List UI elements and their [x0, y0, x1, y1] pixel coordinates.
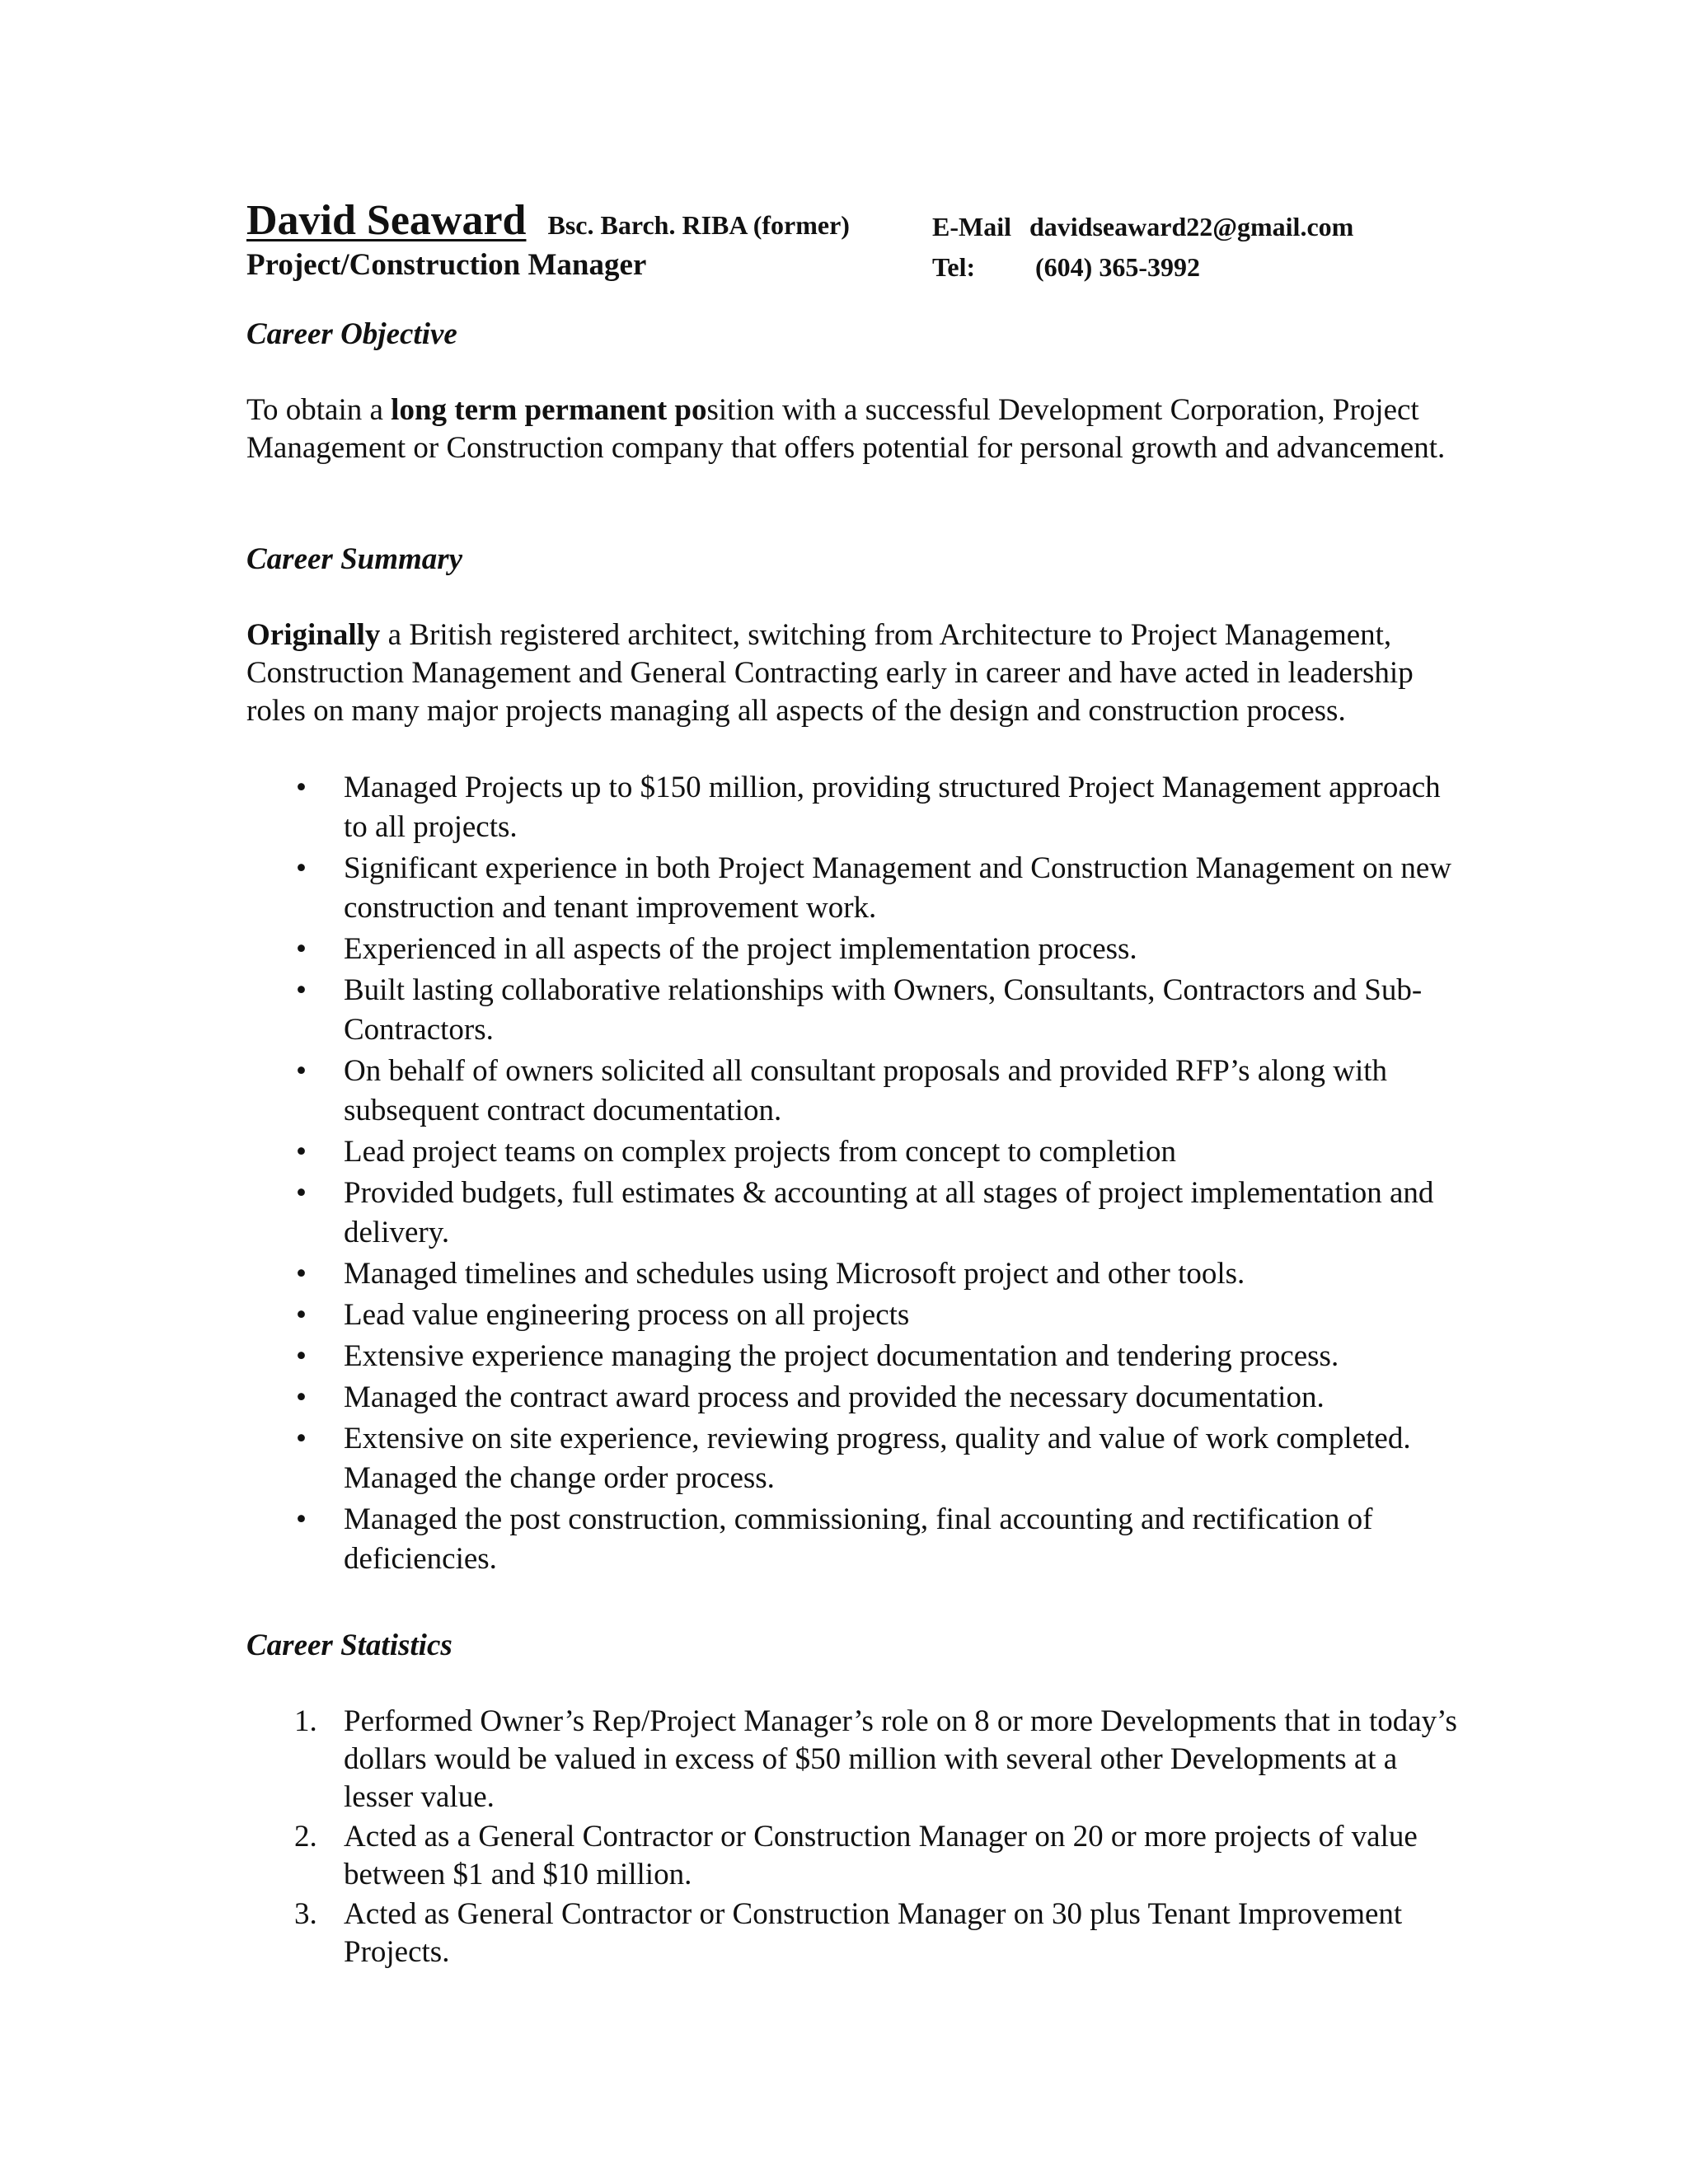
list-item — [246, 1337, 1466, 1376]
job-title-line — [246, 247, 646, 283]
list-item — [246, 1419, 1466, 1498]
objective-text-bold: long term permanent po — [391, 393, 707, 427]
phone-label: Tel: — [932, 252, 976, 282]
list-item-text: Acted as General Contractor or Construction Manager on 30 plus Tenant Improvement Projects. — [344, 1897, 1403, 1969]
bullet-marker: • — [296, 932, 307, 966]
list-item-text: Provided budgets, full estimates & accounting at all stages of project implementation and delivery. — [344, 1176, 1434, 1249]
bullet-marker: • — [296, 1054, 307, 1088]
phone-value: (604) 365-3992 — [1035, 252, 1200, 282]
statistics-numbered-list — [246, 1703, 1466, 1973]
bullet-marker: • — [296, 1298, 307, 1332]
job-title: Project/Construction Manager — [246, 248, 647, 282]
credentials: Bsc. Barch. RIBA (former) — [547, 210, 850, 240]
list-item — [246, 1052, 1466, 1131]
bullet-marker: • — [296, 973, 307, 1007]
bullet-marker: • — [296, 1502, 307, 1536]
list-item-text: Managed the contract award process and provided the necessary documentation. — [344, 1380, 1325, 1414]
list-item — [246, 768, 1466, 847]
list-item-text: Experienced in all aspects of the project implementation process. — [344, 932, 1137, 966]
list-item-text: Managed Projects up to $150 million, providing structured Project Management approach to all projects. — [344, 771, 1441, 844]
list-item — [246, 1896, 1466, 1971]
list-item — [246, 1703, 1466, 1816]
list-item — [246, 1378, 1466, 1418]
statistics-heading: Career Statistics — [246, 1629, 452, 1662]
name-line — [246, 196, 850, 245]
summary-heading: Career Summary — [246, 542, 463, 576]
summary-intro-bold: Originally — [246, 618, 381, 652]
bullet-marker: • — [296, 1176, 307, 1210]
email-value: davidseaward22@gmail.com — [1029, 212, 1354, 241]
list-item — [246, 1174, 1466, 1253]
list-item — [246, 849, 1466, 928]
objective-text — [246, 391, 1450, 467]
objective-text-start: To obtain a — [246, 393, 392, 427]
list-item — [246, 1500, 1466, 1579]
list-item-text: Performed Owner’s Rep/Project Manager’s role on 8 or more Developments that in today’s dollars would be valued in excess of $50 million with several other Developments at a lesser value. — [344, 1704, 1457, 1814]
list-item-text: Extensive on site experience, reviewing progress, quality and value of work completed. Managed the change order process. — [344, 1422, 1411, 1495]
email-label: E-Mail — [932, 212, 1011, 241]
bullet-marker: • — [296, 1380, 307, 1414]
list-item-text: Built lasting collaborative relationships with Owners, Consultants, Contractors and Sub-Contractors. — [344, 973, 1423, 1047]
candidate-name: David Seaward — [246, 197, 527, 244]
summary-intro — [246, 616, 1450, 730]
bullet-marker: • — [296, 1257, 307, 1291]
list-item-text: Acted as a General Contractor or Construction Manager on 20 or more projects of value between $1 and $10 million. — [344, 1820, 1418, 1891]
bullet-marker: • — [296, 1422, 307, 1455]
list-item-text: On behalf of owners solicited all consultant proposals and provided RFP’s along with subsequent contract documentation. — [344, 1054, 1388, 1127]
list-item-text: Extensive experience managing the project documentation and tendering process. — [344, 1339, 1339, 1373]
list-item — [246, 971, 1466, 1050]
list-item — [246, 930, 1466, 969]
item-number: 2. — [294, 1820, 317, 1854]
list-item-text: Managed timelines and schedules using Microsoft project and other tools. — [344, 1257, 1245, 1291]
item-number: 1. — [294, 1704, 317, 1738]
bullet-marker: • — [296, 851, 307, 885]
email-line — [932, 212, 1353, 242]
list-item-text: Lead value engineering process on all projects — [344, 1298, 910, 1332]
list-item-text: Managed the post construction, commissioning, final accounting and rectification of deficiencies. — [344, 1502, 1373, 1576]
bullet-marker: • — [296, 771, 307, 804]
list-item-text: Significant experience in both Project Management and Construction Management on new construction and tenant improvement work. — [344, 851, 1451, 925]
list-item — [246, 1818, 1466, 1894]
item-number: 3. — [294, 1897, 317, 1931]
list-item — [246, 1296, 1466, 1335]
list-item — [246, 1132, 1466, 1172]
summary-bullet-list — [246, 768, 1466, 1581]
objective-heading: Career Objective — [246, 317, 457, 351]
bullet-marker: • — [296, 1135, 307, 1169]
list-item-text: Lead project teams on complex projects from concept to completion — [344, 1135, 1176, 1169]
bullet-marker: • — [296, 1339, 307, 1373]
objective-text-end: sition with a successful Development Corporation, Project Management or Construction company that offers potential for personal growth and advancement. — [246, 393, 1446, 465]
phone-line — [932, 252, 1200, 283]
list-item — [246, 1254, 1466, 1294]
summary-intro-text: a British registered architect, switching from Architecture to Project Management, Construction Management and General Contracting early in career and have acted in leadership roles on many major projects managing all aspects of the design and construction process. — [246, 618, 1414, 728]
